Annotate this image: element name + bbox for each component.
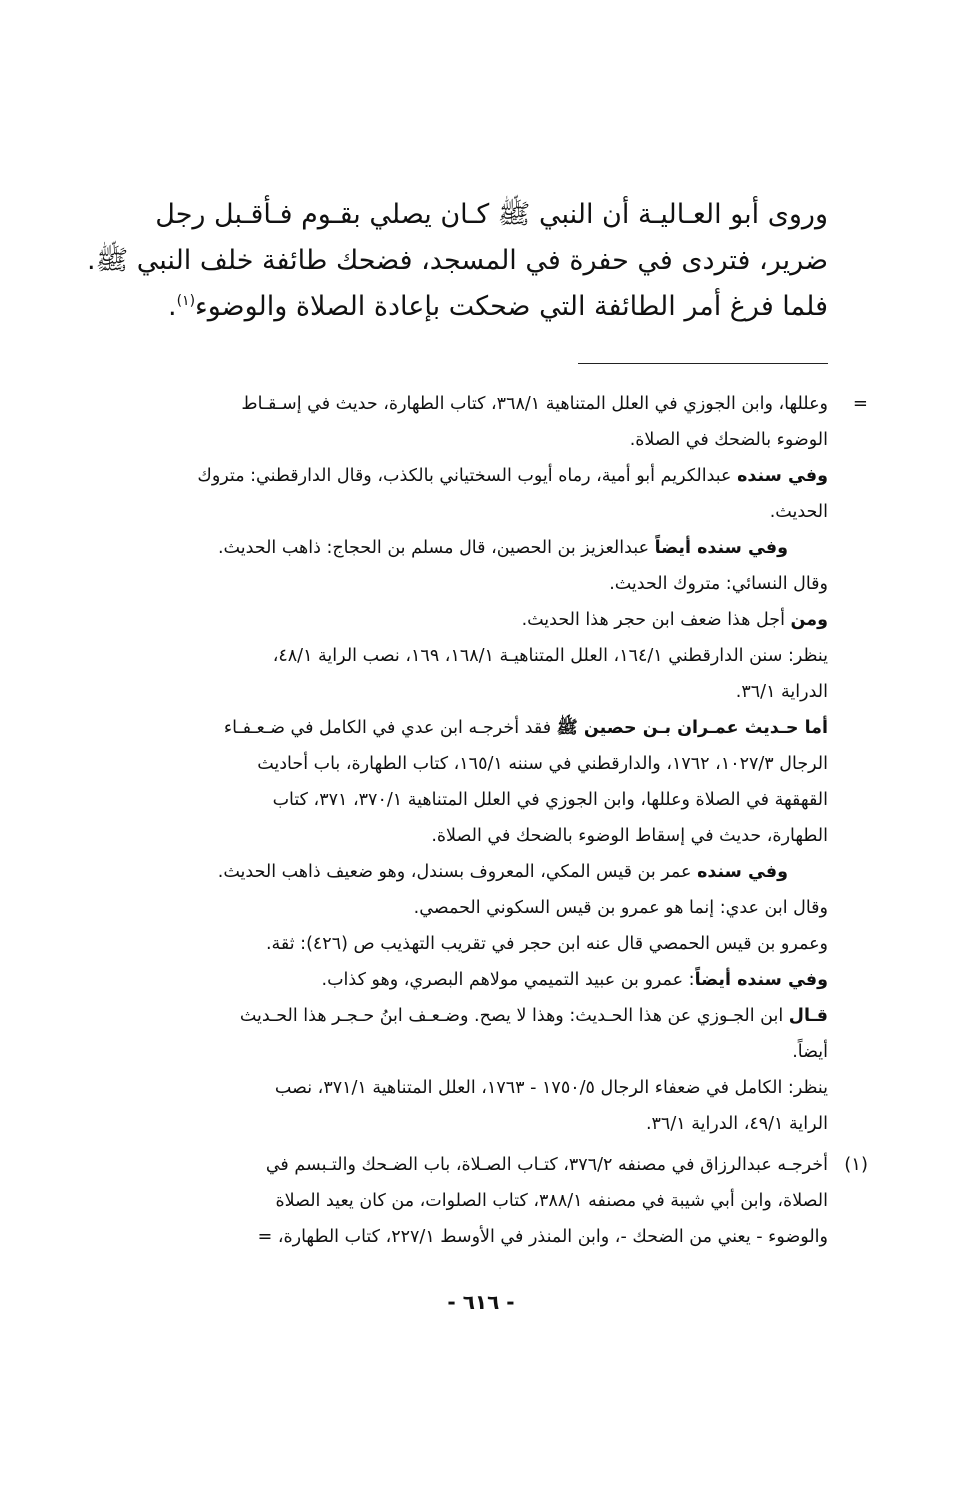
footnote-bold-lead: وفي سنده أيضاً [694, 970, 828, 990]
footnote-line: الحديث. [769, 502, 828, 522]
footnote-line: وعللها، وابن الجوزي في العلل المتناهية ٣٦٨/١، كتاب الطهارة، حديث في إسـقـاط [241, 394, 828, 414]
footnote-bold-lead: وفي سنده أيضاً [654, 538, 788, 558]
footnote-text: عمر بن قيس المكي، المعروف بسندل، وهو ضعيف ذاهب الحديث. [217, 862, 698, 882]
footnote-line [128, 998, 828, 1034]
footnote-line [128, 1219, 828, 1255]
footnote-line: الرجال ١٠٢٧/٣، ١٧٦٢، والدارقطني في سننه ١٦٥/١، كتاب الطهارة، باب أحاديث [257, 754, 828, 774]
footnote-line: ينظر: سنن الدارقطني ١٦٤/١، العلل المتناهيـة ١٦٨/١، ١٦٩، نصب الراية ٤٨/١، [272, 646, 828, 666]
footnote-text: عبدالعزيز بن الحصين، قال مسلم بن الحجاج: ذاهب الحديث. [217, 538, 655, 558]
continuation-marker: = [257, 1227, 273, 1247]
footnote-text: عبدالكريم أبو أمية، رماه أيوب السختياني بالكذب، وقال الدارقطني: متروك [197, 466, 738, 486]
footnote-bold-lead: وفي سنده [737, 466, 828, 486]
footnote-text: : عمرو بن عبيد التميمي مولاهم البصري، وهو كذاب. [321, 970, 695, 990]
footnote-line [128, 710, 828, 746]
footnote-bold-lead: وفي سنده [697, 862, 788, 882]
main-text-line-end: . [167, 291, 177, 322]
footnote-separator [578, 363, 828, 364]
page-number: - ٦١٦ - [447, 1290, 515, 1314]
footnote-text: فقد أخرجـه ابن عدي في الكامل في ضـعـفـاء [223, 718, 557, 738]
footnote-1 [128, 1147, 868, 1255]
footnote-bold-lead: قـال [788, 1006, 828, 1026]
footnote-bold-lead: ومن [790, 610, 828, 630]
footnote-line: الطهارة، حديث في إسقاط الوضوء بالضحك في الصلاة. [431, 826, 828, 846]
footnote-line [128, 530, 828, 566]
footnote-line: وقال ابن عدي: إنما هو عمرو بن قيس السكوني الحمصي. [413, 898, 828, 918]
continuation-marker: = [852, 393, 868, 414]
footnote-line: أخرجـه عبدالرزاق في مصنفه ٣٧٦/٢، كتـاب الصـلاة، باب الضـحك والتـبسم في [265, 1155, 828, 1175]
footnote-line: وعمرو بن قيس الحمصي قال عنه ابن حجر في تقريب التهذيب ص (٤٢٦): ثقة. [265, 934, 828, 954]
footnote-line: الوضوء بالضحك في الصلاة. [629, 430, 828, 450]
footnote-number: (١) [844, 1154, 868, 1175]
footnote-line: الدراية ٣٦/١. [735, 682, 828, 702]
footnote-line [128, 458, 828, 494]
footnote-text: أجل هذا ضعف ابن حجر هذا الحديث. [521, 610, 791, 630]
main-text-line [128, 284, 828, 330]
footnote-reference: (١) [176, 293, 196, 309]
footnote-line [128, 602, 828, 638]
footnote-bold-lead: أما حـديث عمـران بـن حصين ﷺ [556, 718, 828, 738]
main-text-line: وروى أبو العـاليـة أن النبي ﷺ كـان يصلي بقـوم فـأقـبل رجل [155, 199, 828, 230]
footnote-text: ابن الجـوزي عن هذا الحـديث: وهذا لا يصح. وضـعـف ابنُ حـجـر هذا الحـديث [239, 1006, 789, 1026]
footnote-line: الراية ٤٩/١، الدراية ٣٦/١. [645, 1114, 828, 1134]
footnote-line: القهقهة في الصلاة وعللها، وابن الجوزي في العلل المتناهية ٣٧٠/١، ٣٧١، كتاب [272, 790, 828, 810]
footnote-line: الصلاة، وابن أبي شيبة في مصنفه ٣٨٨/١، كتاب الصلوات، من كان يعيد الصلاة [275, 1191, 828, 1211]
footnote-line [128, 854, 828, 890]
footnote-continuation [128, 386, 868, 1142]
main-text-line: ضرير، فتردى في حفرة في المسجد، فضحك طائفة خلف النبي ﷺ. [86, 245, 828, 276]
footnote-line: وقال النسائي: متروك الحديث. [609, 574, 828, 594]
footnote-text: والوضوء - يعني من الضحك -، وابن المنذر في الأوسط ٢٢٧/١، كتاب الطهارة، [277, 1227, 828, 1247]
footnote-line [128, 962, 828, 998]
main-text-line-text: فلما فرغ أمر الطائفة التي ضحكت بإعادة الصلاة والوضوء [195, 291, 828, 322]
main-text [86, 192, 828, 330]
footnote-line: ينظر: الكامل في ضعفاء الرجال ١٧٥٠/٥ - ١٧٦٣، العلل المتناهية ٣٧١/١، نصب [274, 1078, 828, 1098]
footnote-line: أيضاً. [792, 1042, 828, 1062]
